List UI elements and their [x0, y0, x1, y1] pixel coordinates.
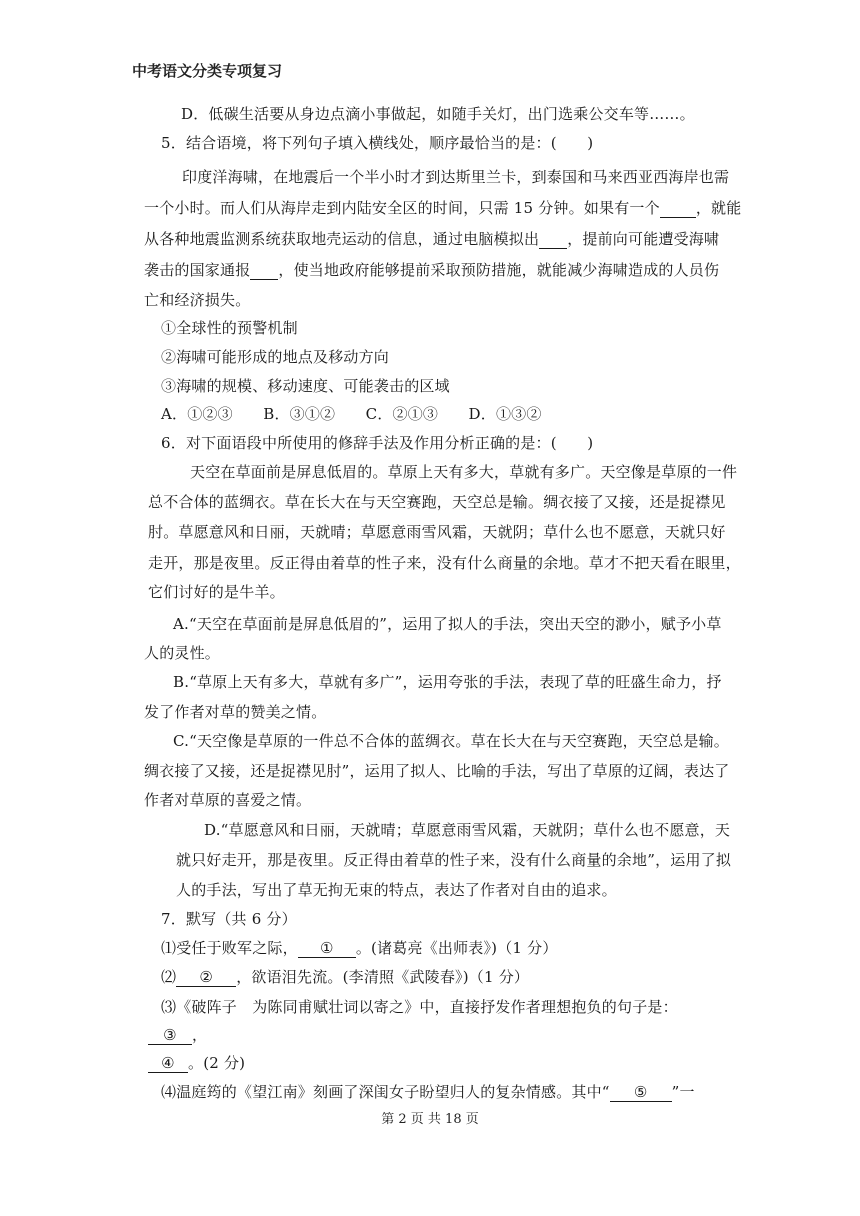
- q5-blank-1: [660, 200, 696, 218]
- q6-option-c-line-2: 绸衣接了又接，还是捉襟见肘”，运用了拟人、比喻的手法，写出了草原的辽阔，表达了: [144, 762, 730, 780]
- q5-option-1: ①全球性的预警机制: [161, 319, 298, 337]
- q5-choices: A．①②③ B．③①② C．②①③ D．①③②: [161, 405, 542, 423]
- q5-passage-line-5: 亡和经济损失。: [144, 291, 251, 309]
- q6-passage-line-5: 它们讨好的是牛羊。: [148, 583, 285, 601]
- q5-passage-line-3: [144, 229, 719, 249]
- q7-blank-4: ④: [148, 1055, 188, 1073]
- q5-passage-line-1: 印度洋海啸，在地震后一个半小时才到达斯里兰卡，到泰国和马来西亚西海岸也需: [182, 168, 730, 186]
- q7-item-3-blank-line: [148, 1025, 207, 1045]
- q7-text: ”一: [671, 1083, 695, 1101]
- q6-option-c-line-3: 作者对草原的喜爱之情。: [144, 791, 312, 809]
- page-header-title: 中考语文分类专项复习: [132, 62, 283, 80]
- q7-text: 。(2 分): [188, 1054, 246, 1072]
- q7-item-3-blank-line-2: [148, 1053, 245, 1073]
- q7-item-3: ⑶《破阵子 为陈同甫赋壮词以寄之》中，直接抒发作者理想抱负的句子是：: [161, 998, 678, 1016]
- q7-blank-5: ⑤: [610, 1084, 672, 1102]
- q5-option-3: ③海啸的规模、移动速度、可能袭击的区域: [161, 377, 450, 395]
- q7-text: ⑷温庭筠的《望江南》刻画了深闺女子盼望归人的复杂情感。其中“: [161, 1083, 610, 1101]
- q6-option-c-line-1: C.“天空像是草原的一件总不合体的蓝绸衣。草在长大在与天空赛跑，天空总是输。: [173, 732, 729, 750]
- q6-option-d-line-2: 就只好走开，那是夜里。反正得由着草的性子来，没有什么商量的余地”，运用了拟: [176, 851, 732, 869]
- q5-blank-3: [250, 262, 278, 280]
- q5-passage-line-2: [144, 198, 741, 218]
- q7-blank-1: ①: [298, 940, 356, 958]
- q7-text: ，欲语泪先流。(李清照《武陵春》)（1 分）: [236, 968, 530, 986]
- q5-passage-text: 一个小时。而人们从海岸走到内陆安全区的时间，只需 15 分钟。如果有一个: [144, 199, 660, 217]
- q6-option-d-line-1: D.“草愿意风和日丽，天就晴；草愿意雨雪风霜，天就阴；草什么也不愿意，天: [204, 821, 731, 839]
- q6-option-b-line-1: B.“草原上天有多大，草就有多广”，运用夸张的手法，表现了草的旺盛生命力，抒: [173, 673, 722, 691]
- q7-text: ⑴受任于败军之际，: [161, 939, 298, 957]
- q5-blank-2: [539, 231, 567, 249]
- q6-passage-line-3: 肘。草愿意风和日丽，天就晴；草愿意雨雪风霜，天就阴；草什么也不愿意，天就只好: [148, 523, 726, 541]
- q7-text: ，: [192, 1026, 208, 1044]
- q6-stem: 6．对下面语段中所使用的修辞手法及作用分析正确的是：( ): [161, 434, 594, 452]
- q6-passage-line-1: 天空在草面前是屏息低眉的。草原上天有多大，草就有多广。天空像是草原的一件: [190, 463, 738, 481]
- q7-stem: 7．默写（共 6 分）: [161, 910, 297, 928]
- q5-option-2: ②海啸可能形成的地点及移动方向: [161, 348, 390, 366]
- q5-passage-text: 从各种地震监测系统获取地壳运动的信息，通过电脑模拟出: [144, 230, 540, 248]
- q5-passage-line-4: [144, 260, 719, 280]
- q6-option-d-line-3: 人的手法，写出了草无拘无束的特点，表达了作者对自由的追求。: [176, 881, 617, 899]
- q5-passage-text: ，使当地政府能够提前采取预防措施，就能减少海啸造成的人员伤: [278, 261, 720, 279]
- q4-option-d: D．低碳生活要从身边点滴小事做起，如随手关灯，出门选乘公交车等……。: [181, 105, 695, 123]
- q6-option-a-line-2: 人的灵性。: [144, 644, 221, 662]
- q5-stem: 5．结合语境，将下列句子填入横线处，顺序最恰当的是：( ): [161, 134, 594, 152]
- q7-text: ⑵: [161, 968, 177, 986]
- q6-passage-line-2: 总不合体的蓝绸衣。草在长大在与天空赛跑，天空总是输。绸衣接了又接，还是捉襟见: [148, 493, 726, 511]
- q7-blank-3: ③: [148, 1027, 192, 1045]
- q7-text: 。(诸葛亮《出师表》)（1 分）: [355, 939, 558, 957]
- q6-option-b-line-2: 发了作者对草的赞美之情。: [144, 703, 327, 721]
- q6-option-a-line-1: A.“天空在草面前是屏息低眉的”，运用了拟人的手法，突出天空的渺小，赋予小草: [173, 615, 722, 633]
- q6-passage-line-4: 走开，那是夜里。反正得由着草的性子来，没有什么商量的余地。草才不把天看在眼里，: [148, 554, 741, 572]
- q7-blank-2: ②: [176, 969, 236, 987]
- q7-item-2: [161, 967, 529, 987]
- q5-passage-text: ，就能: [695, 199, 742, 217]
- q5-passage-text: 袭击的国家通报: [144, 261, 251, 279]
- q7-item-4: [161, 1082, 695, 1102]
- q5-passage-text: ，提前向可能遭受海啸: [567, 230, 720, 248]
- page-number-footer: 第 2 页 共 18 页: [381, 1112, 479, 1127]
- q7-item-1: [161, 938, 558, 958]
